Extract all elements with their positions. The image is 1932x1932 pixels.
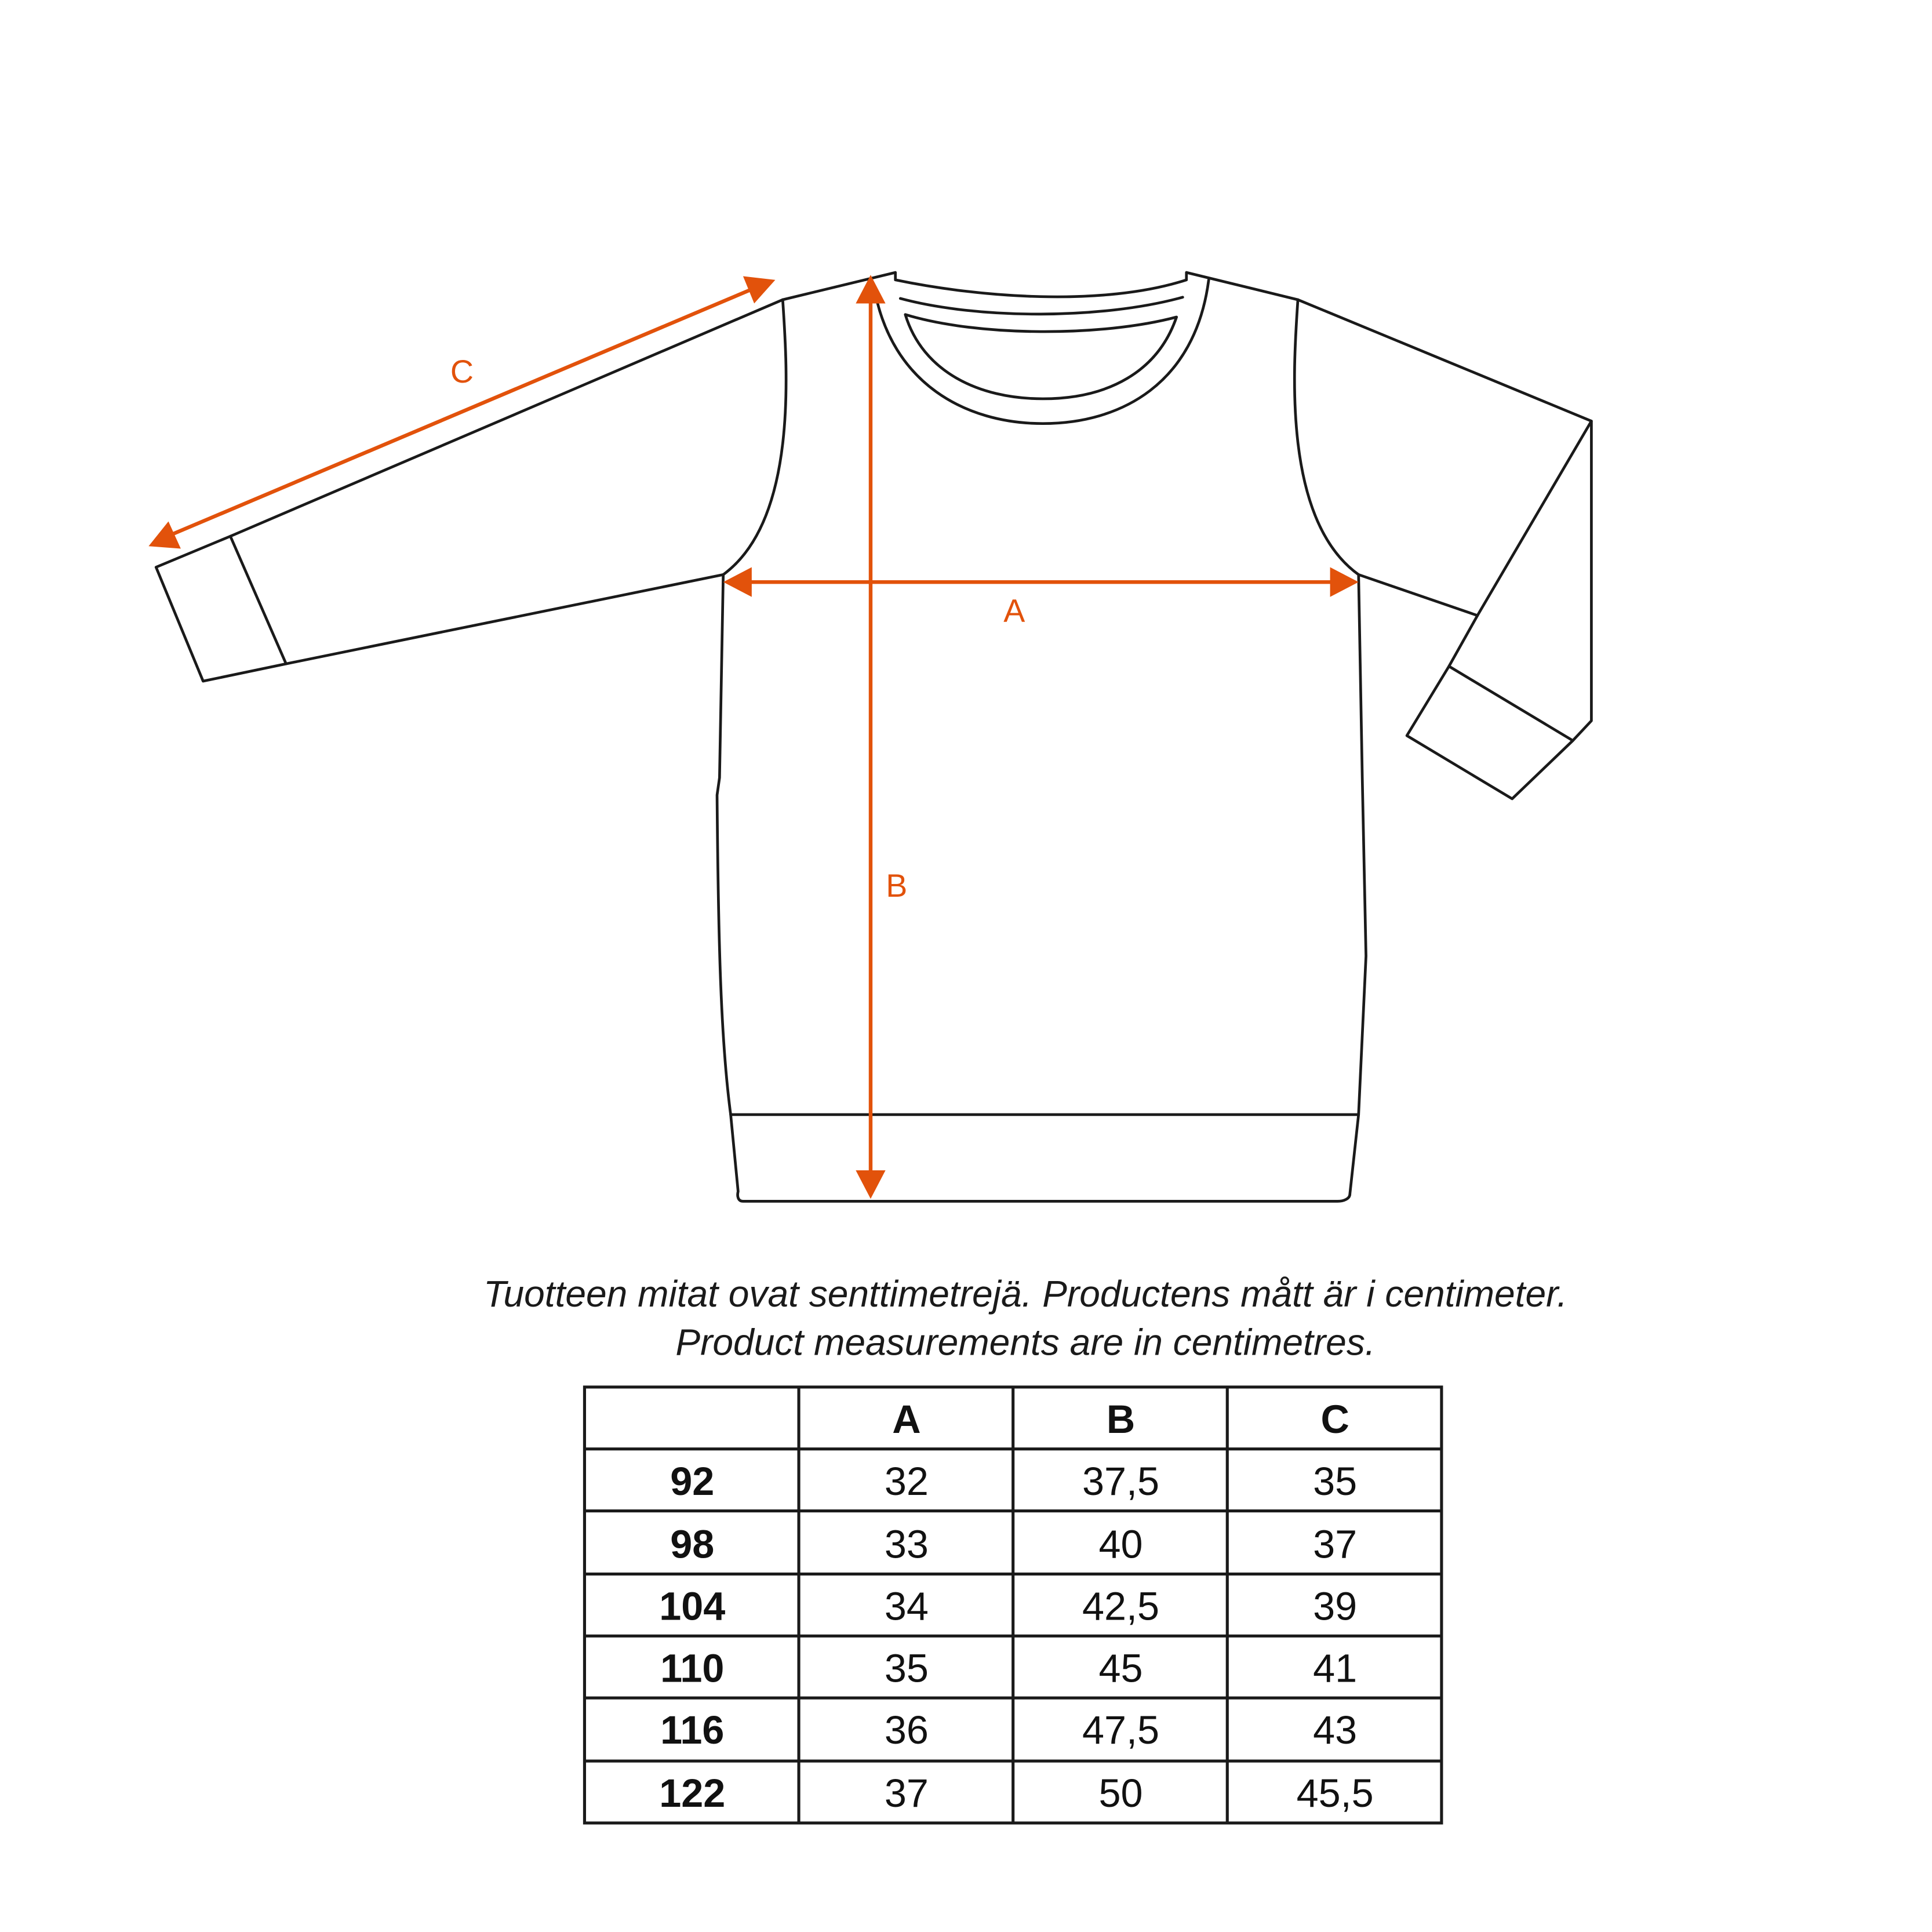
cell-a: 33 [884,1522,929,1567]
collar-inner [900,297,1183,399]
table-row [659,1771,1373,1815]
cell-c: 35 [1313,1459,1358,1504]
row-size: 98 [670,1522,715,1567]
row-size: 92 [670,1459,715,1504]
dimension-b-arrow-top [856,275,885,303]
row-size: 122 [659,1771,726,1816]
table-row [660,1708,1357,1752]
right-sleeve-inner [1478,421,1592,615]
left-side-seam [717,574,731,1115]
dimension-b-label: B [886,867,908,904]
caption-line-1: Tuotteen mitat ovat senttimetrejä. Productens mått är i centimeter. [483,1273,1567,1315]
cell-a: 34 [884,1584,929,1629]
dimension-a-label: A [1003,592,1025,629]
size-table [584,1387,1441,1823]
left-armhole [723,300,786,574]
cell-a: 35 [884,1646,929,1691]
hem-band [731,1115,1359,1202]
dimension-c-arrow-start [148,521,181,548]
dimension-c-line [173,290,751,534]
table-row [660,1646,1357,1690]
cell-c: 37 [1313,1522,1358,1567]
right-armhole [1294,300,1358,574]
table-row [659,1585,1357,1629]
dimension-c-label: C [450,354,474,390]
caption [483,1273,1567,1363]
cell-c: 45,5 [1296,1771,1374,1816]
dimension-b [856,275,907,1199]
cell-b: 47,5 [1082,1708,1160,1753]
row-size: 110 [660,1646,725,1691]
right-side-seam [1359,574,1366,1115]
header-col-a: A [892,1397,921,1442]
dimension-c [148,276,775,548]
cell-c: 41 [1313,1646,1358,1691]
right-cuff-seam [1449,666,1573,740]
header-col-b: B [1106,1397,1136,1442]
row-size: 116 [660,1708,725,1753]
cell-c: 43 [1313,1708,1358,1753]
header-col-c: C [1320,1397,1349,1442]
caption-line-2: Product measurements are in centimetres. [675,1321,1376,1363]
dimension-a [723,567,1359,629]
cell-a: 37 [884,1771,929,1816]
left-cuff-seam [230,536,286,664]
cell-b: 40 [1098,1522,1143,1567]
cell-b: 45 [1098,1646,1143,1691]
cell-a: 36 [884,1708,929,1753]
cell-c: 39 [1313,1584,1358,1629]
cell-b: 50 [1098,1771,1143,1816]
sweater-outline [156,272,1591,1201]
size-table-header [892,1398,1349,1442]
row-size: 104 [659,1584,726,1629]
dimension-b-arrow-bottom [856,1170,885,1199]
cell-a: 32 [884,1459,929,1504]
cell-b: 37,5 [1082,1459,1160,1504]
cell-b: 42,5 [1082,1584,1160,1629]
